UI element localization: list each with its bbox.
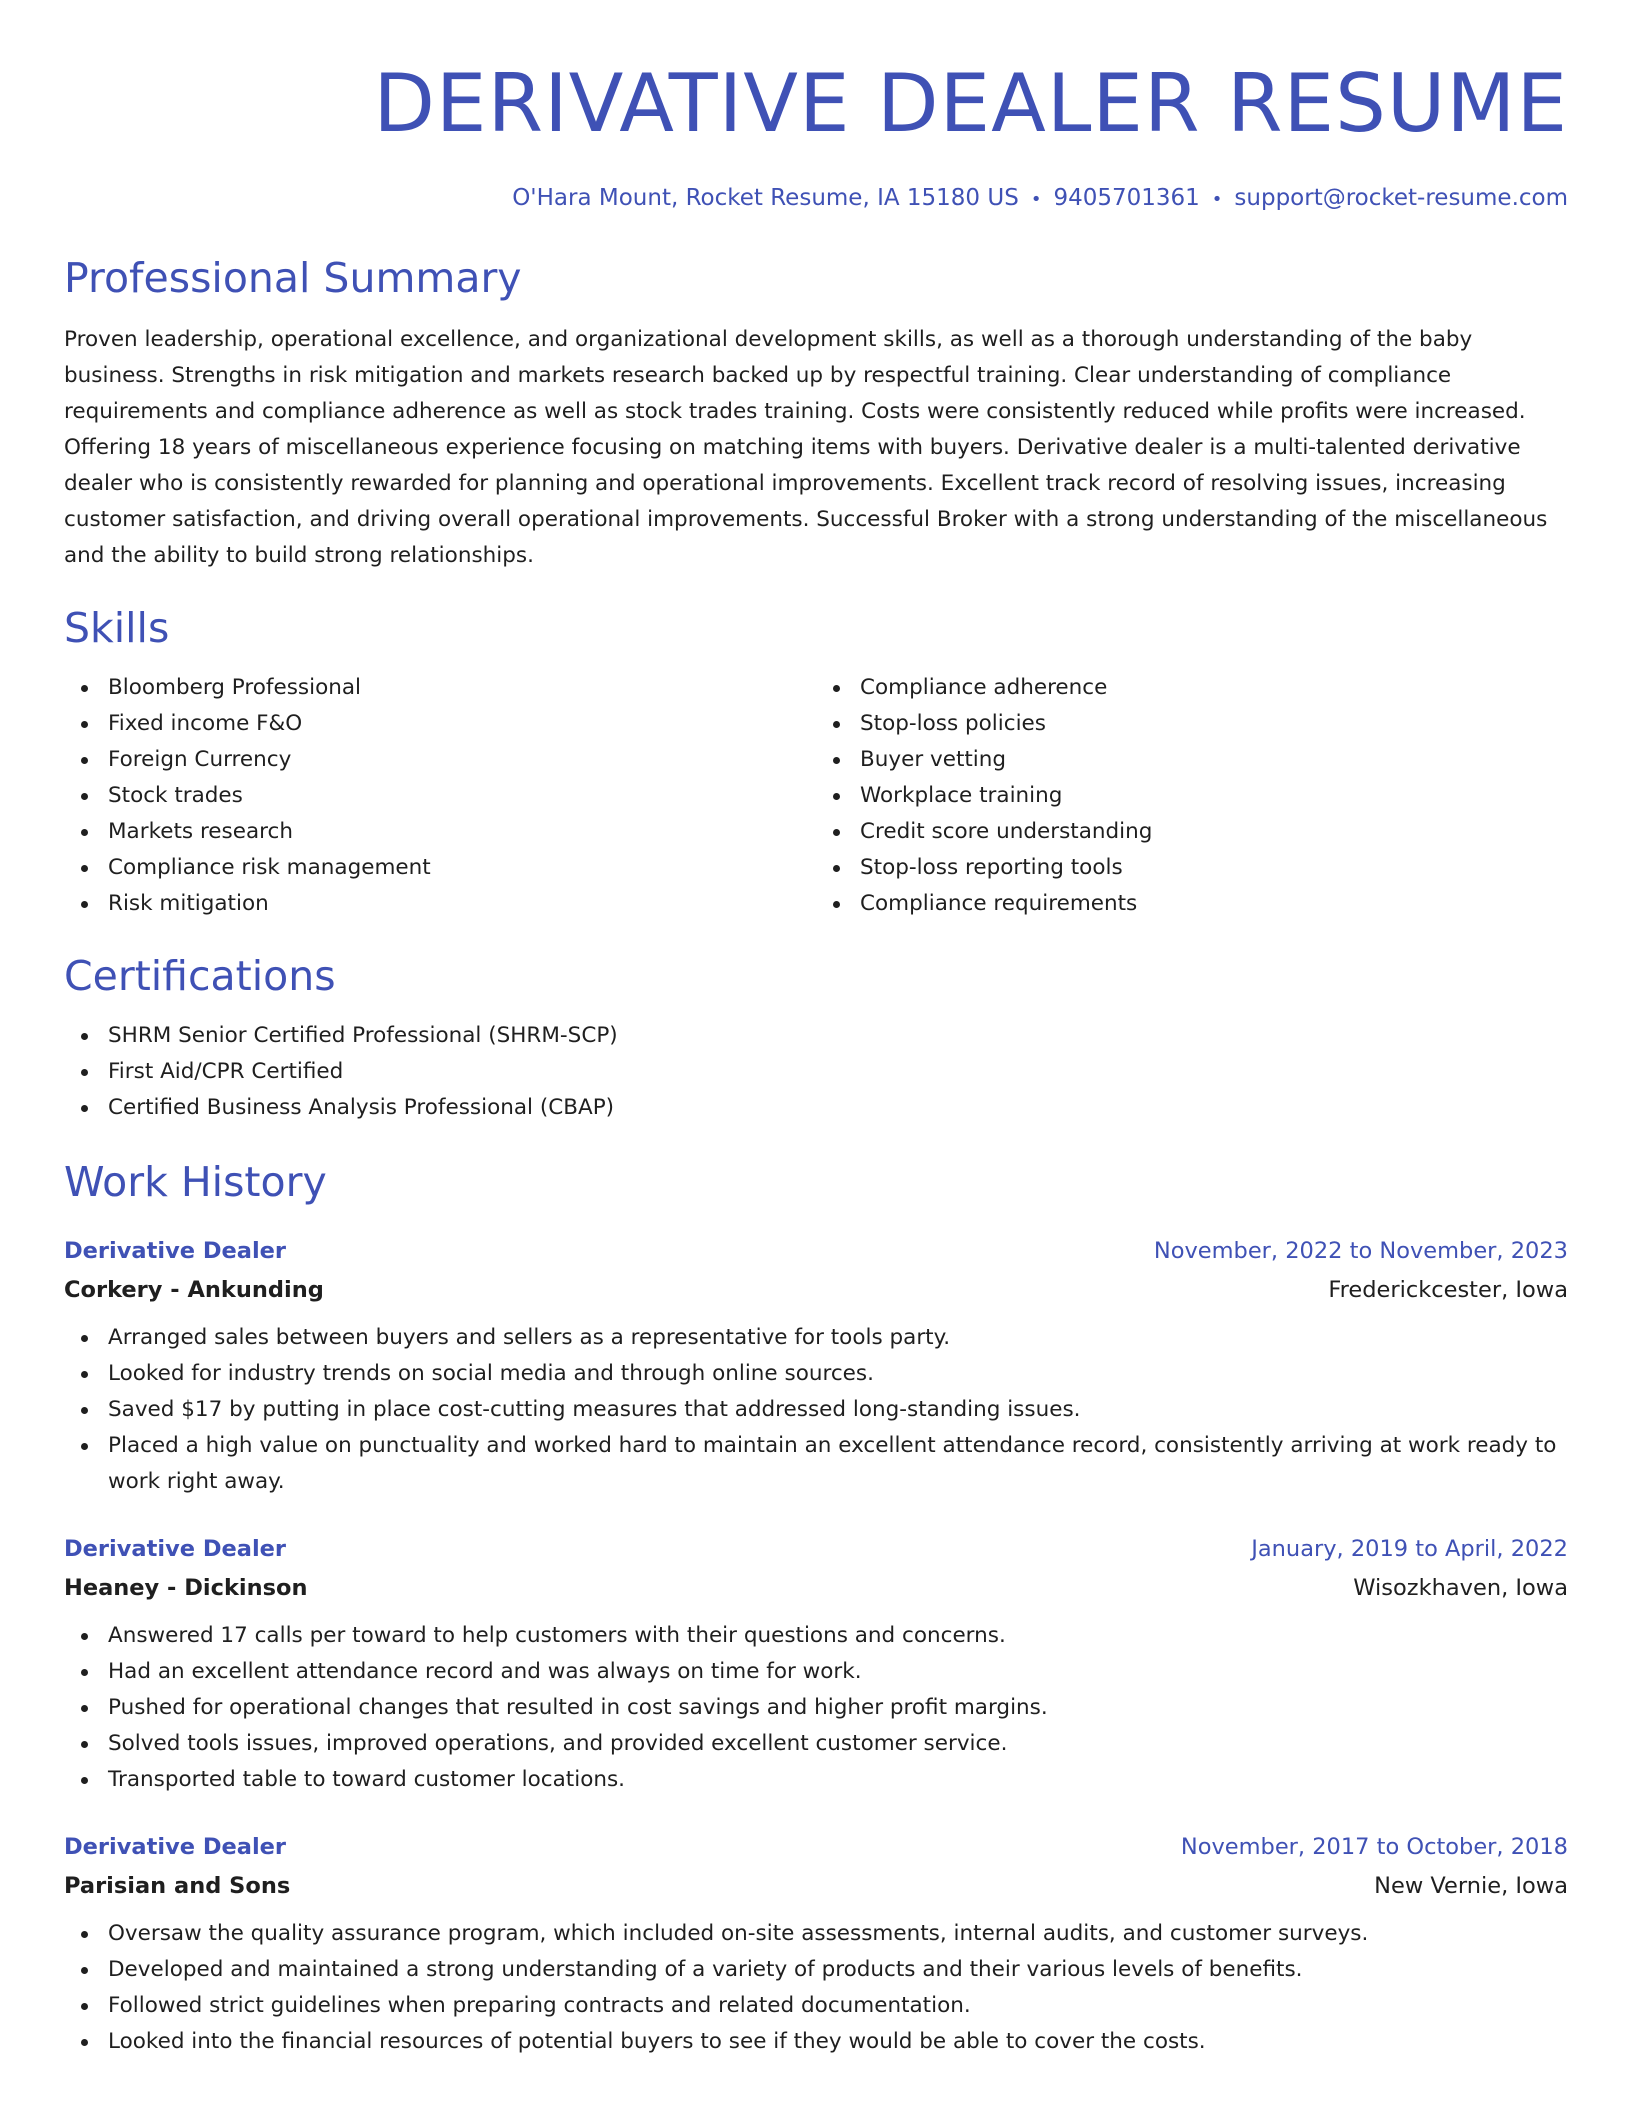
job-company-row [64, 1866, 1568, 1906]
resume-header [64, 0, 1568, 216]
skill-item: Compliance requirements [860, 886, 1568, 922]
job-company-row [64, 1270, 1568, 1310]
job-company: Heaney - Dickinson [64, 1575, 308, 1601]
certification-item: SHRM Senior Certified Professional (SHRM-SCP) [108, 1018, 1568, 1054]
job-entry [64, 1828, 1568, 2060]
job-duty: Solved tools issues, improved operations, and provided excellent customer service. [108, 1726, 1568, 1762]
skills-list-left [64, 670, 816, 922]
job-title: Derivative Dealer [64, 1834, 287, 1860]
section-heading-work-history: Work History [64, 1158, 327, 1206]
contact-separator: • [1030, 189, 1042, 210]
skill-item: Fixed income F&O [108, 706, 816, 742]
job-company: Parisian and Sons [64, 1873, 291, 1899]
job-dates: November, 2017 to October, 2018 [1180, 1834, 1568, 1860]
skill-item: Buyer vetting [860, 742, 1568, 778]
job-location: New Vernie, Iowa [1374, 1873, 1568, 1899]
section-heading-summary: Professional Summary [64, 254, 522, 302]
contact-separator: • [1211, 189, 1223, 210]
job-duty: Transported table to toward customer locations. [108, 1762, 1568, 1798]
job-duty: Arranged sales between buyers and sellers as a representative for tools party. [108, 1320, 1568, 1356]
skill-item: Risk mitigation [108, 886, 816, 922]
skill-item: Stop-loss policies [860, 706, 1568, 742]
certification-item: Certified Business Analysis Professional (CBAP) [108, 1090, 1568, 1126]
job-duties-list [64, 1916, 1568, 2060]
skill-item: Stop-loss reporting tools [860, 850, 1568, 886]
section-heading-certifications: Certifications [64, 952, 336, 1000]
job-company: Corkery - Ankunding [64, 1277, 324, 1303]
job-duty: Pushed for operational changes that resulted in cost savings and higher profit margins. [108, 1690, 1568, 1726]
skills-column-right [816, 670, 1568, 922]
job-header-row [64, 1828, 1568, 1866]
skills-section [64, 600, 1568, 922]
job-duty: Placed a high value on punctuality and worked hard to maintain an excellent attendance record, consistently arriving at work ready to work right away. [108, 1428, 1568, 1500]
contact-line [64, 182, 1568, 216]
job-header-row [64, 1530, 1568, 1568]
skill-item: Bloomberg Professional [108, 670, 816, 706]
skill-item: Stock trades [108, 778, 816, 814]
job-duty: Followed strict guidelines when preparing contracts and related documentation. [108, 1988, 1568, 2024]
job-duty: Answered 17 calls per toward to help customers with their questions and concerns. [108, 1618, 1568, 1654]
job-dates: November, 2022 to November, 2023 [1153, 1238, 1568, 1264]
job-header-row [64, 1232, 1568, 1270]
job-duty: Looked into the financial resources of potential buyers to see if they would be able to cover the costs. [108, 2024, 1568, 2060]
job-dates: January, 2019 to April, 2022 [1251, 1536, 1568, 1562]
job-duty: Had an excellent attendance record and was always on time for work. [108, 1654, 1568, 1690]
skill-item: Compliance risk management [108, 850, 816, 886]
contact-email[interactable]: support@rocket-resume.com [1234, 185, 1568, 211]
skill-item: Markets research [108, 814, 816, 850]
skills-grid [64, 670, 1568, 922]
skill-item: Workplace training [860, 778, 1568, 814]
job-location: Wisozkhaven, Iowa [1353, 1575, 1568, 1601]
job-entry [64, 1530, 1568, 1798]
skills-column-left [64, 670, 816, 922]
skill-item: Compliance adherence [860, 670, 1568, 706]
job-title: Derivative Dealer [64, 1536, 287, 1562]
certifications-section [64, 948, 1568, 1126]
contact-phone[interactable]: 9405701361 [1053, 185, 1200, 211]
job-company-row [64, 1568, 1568, 1608]
work-history-section [64, 1154, 1568, 2060]
job-duty: Developed and maintained a strong understanding of a variety of products and their various levels of benefits. [108, 1952, 1568, 1988]
page-title: DERIVATIVE DEALER RESUME [373, 57, 1568, 150]
job-duties-list [64, 1618, 1568, 1798]
contact-address: O'Hara Mount, Rocket Resume, IA 15180 US [512, 185, 1019, 211]
job-duty: Oversaw the quality assurance program, which included on-site assessments, internal audits, and customer surveys. [108, 1916, 1568, 1952]
job-title: Derivative Dealer [64, 1238, 287, 1264]
section-heading-skills: Skills [64, 604, 170, 652]
job-entry [64, 1232, 1568, 1500]
job-location: Frederickcester, Iowa [1328, 1277, 1568, 1303]
job-duty: Saved $17 by putting in place cost-cutting measures that addressed long-standing issues. [108, 1392, 1568, 1428]
job-duties-list [64, 1320, 1568, 1500]
skills-list-right [816, 670, 1568, 922]
job-duty: Looked for industry trends on social media and through online sources. [108, 1356, 1568, 1392]
certifications-list [64, 1018, 1568, 1126]
certification-item: First Aid/CPR Certified [108, 1054, 1568, 1090]
skill-item: Foreign Currency [108, 742, 816, 778]
summary-text: Proven leadership, operational excellence, and organizational development skills, as well as a thorough understanding of the baby business. Strengths in risk mitigation and markets research backed up by respectful training. Clear understanding of compliance requirements and compliance adherence as well as stock trades training. Costs were consistently reduced while profits were increased. Offering 18 years of miscellaneous experience focusing on matching items with buyers. Derivative dealer is a multi-talented derivative dealer who is consistently rewarded for planning and operational improvements. Excellent track record of resolving issues, increasing customer satisfaction, and driving overall operational improvements. Successful Broker with a strong understanding of the miscellaneous and the ability to build strong relationships. [64, 327, 1548, 568]
skill-item: Credit score understanding [860, 814, 1568, 850]
summary-section [64, 250, 1568, 574]
